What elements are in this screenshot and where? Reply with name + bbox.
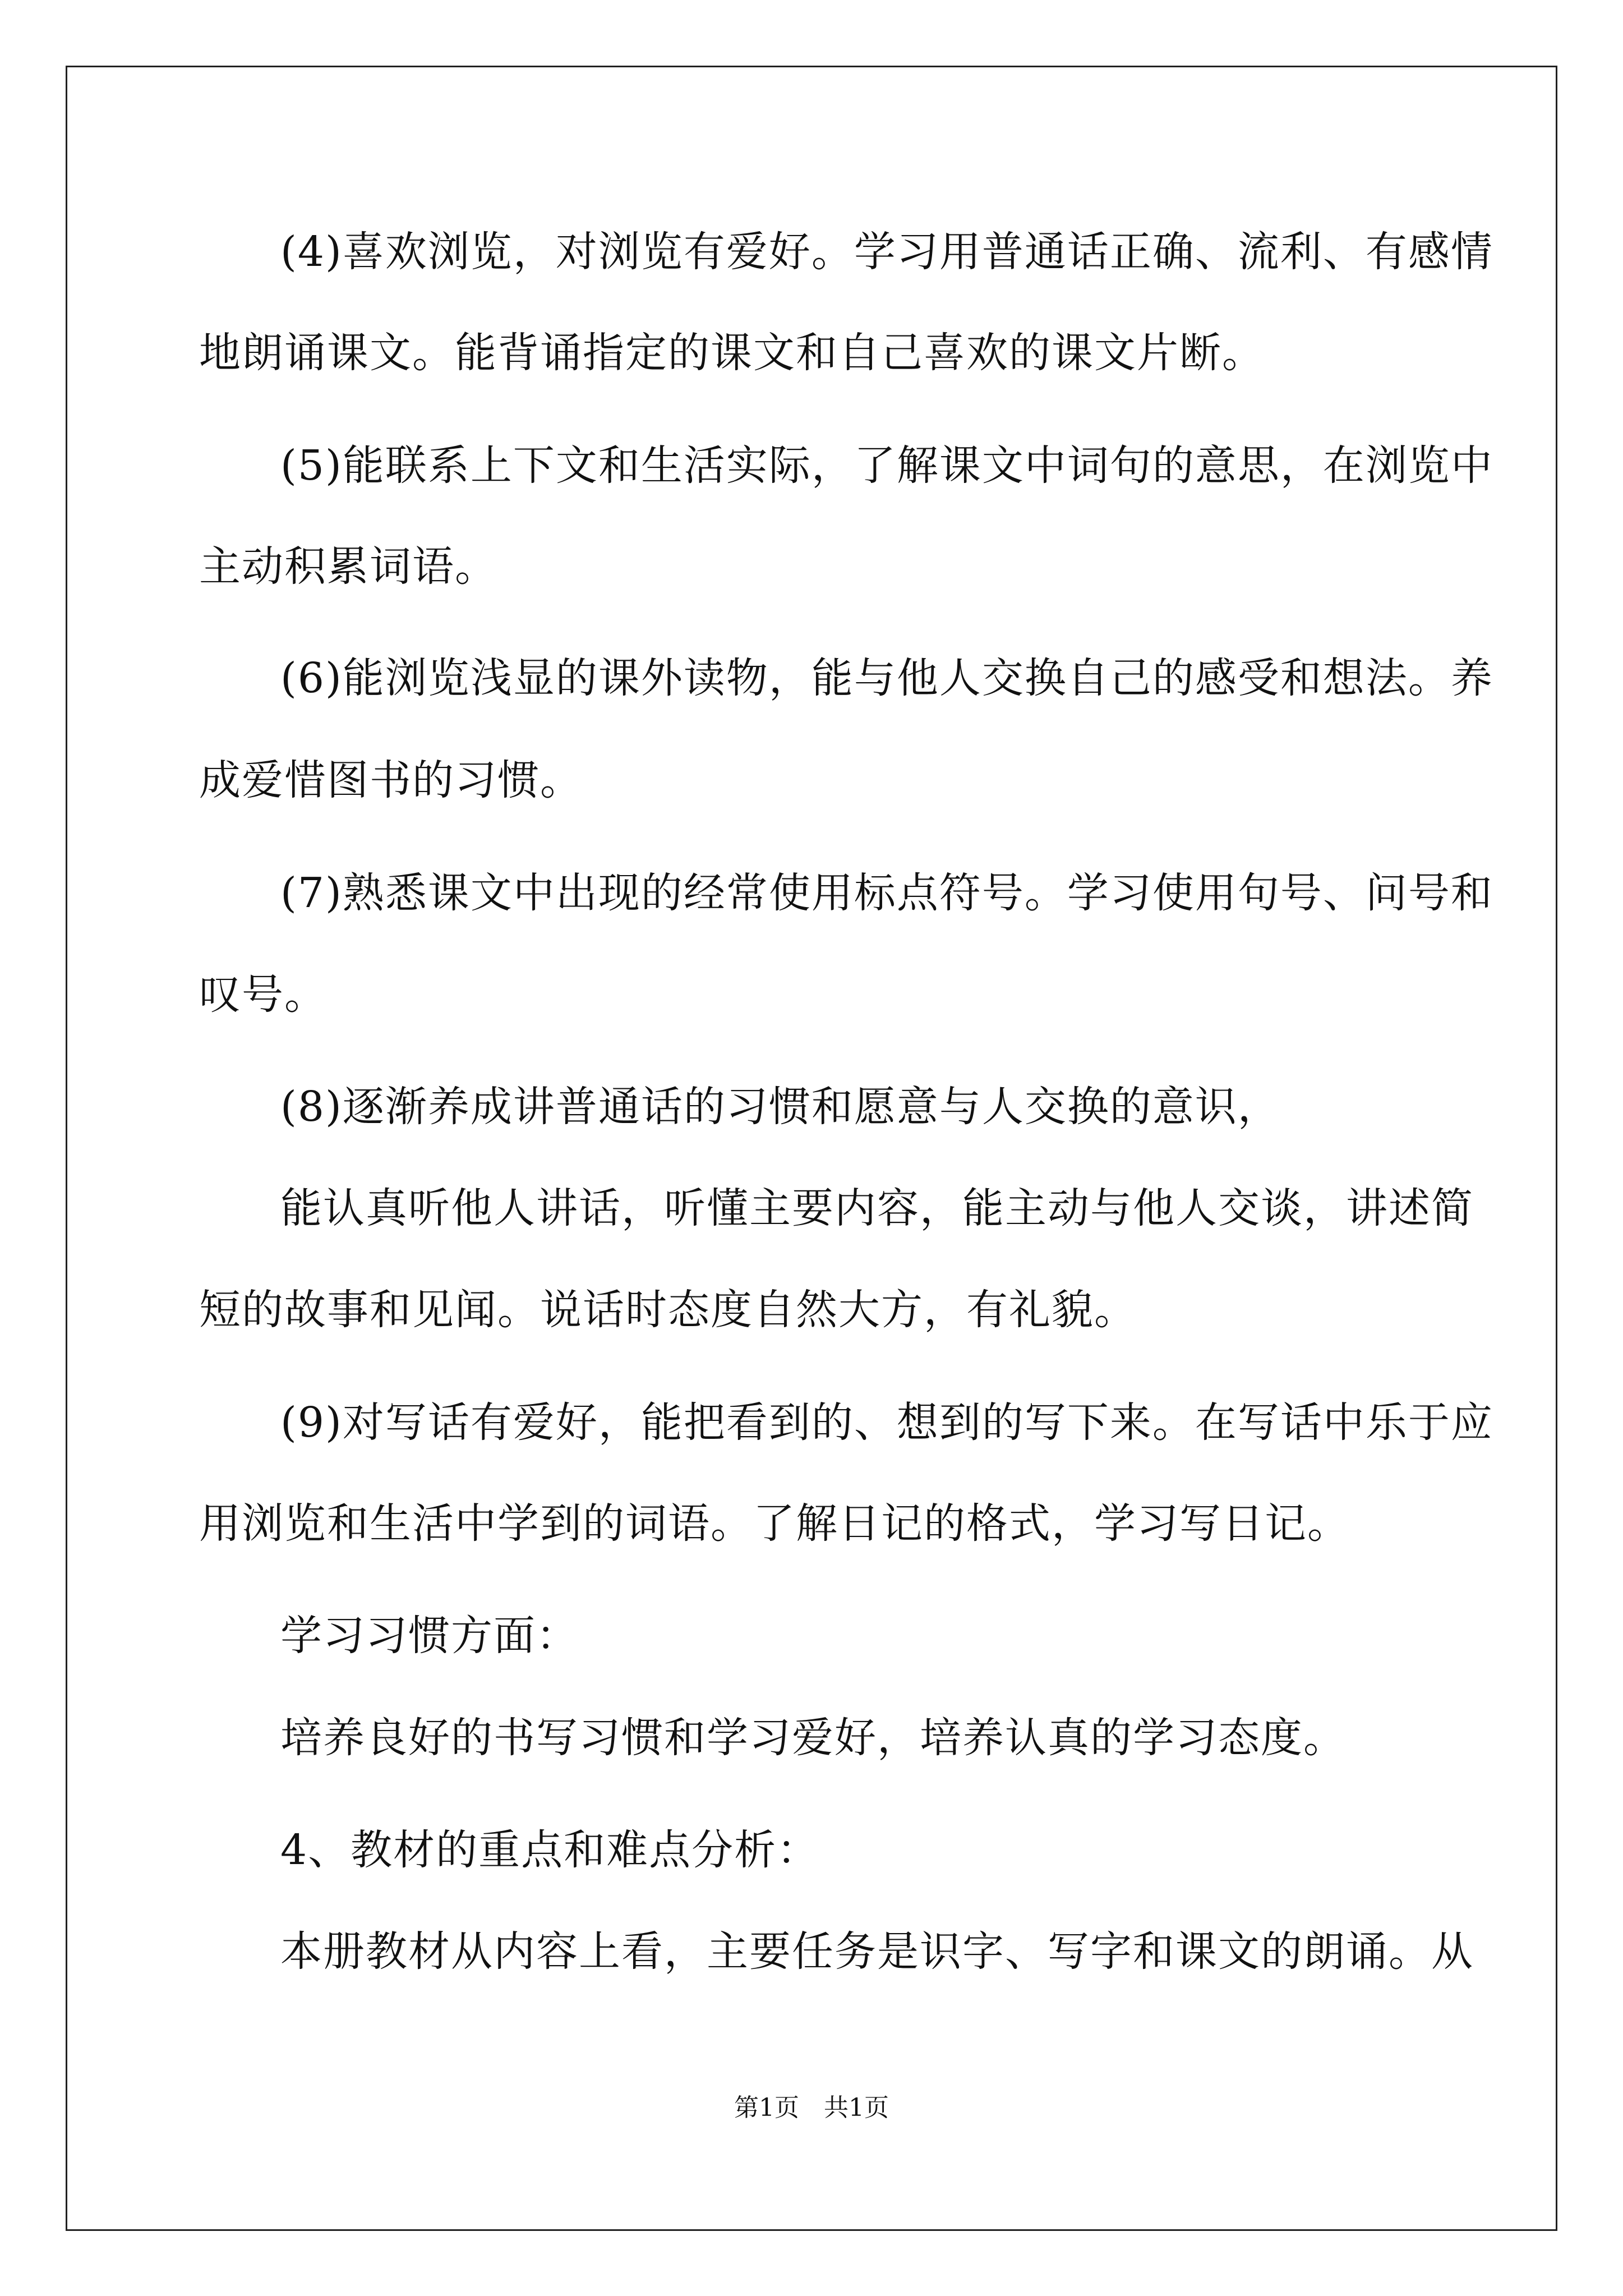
text-line: 本册教材从内容上看，主要任务是识字、写字和课文的朗诵。从 <box>280 1927 1474 1976</box>
text-line: 短的故事和见闻。说话时态度自然大方，有礼貌。 <box>199 1286 1137 1334</box>
text-line: 4、教材的重点和难点分析： <box>280 1826 820 1874</box>
page-border <box>66 66 1557 2231</box>
text-line: (5)能联系上下文和生活实际，了解课文中词句的意思，在浏览中 <box>280 441 1493 490</box>
text-line: (4)喜欢浏览，对浏览有爱好。学习用普通话正确、流利、有感情 <box>280 228 1493 276</box>
text-line: (9)对写话有爱好，能把看到的、想到的写下来。在写话中乐于应 <box>280 1398 1493 1447</box>
text-line: 主动积累词语。 <box>199 542 497 591</box>
page-number-footer: 第1页 共1页 <box>734 2093 889 2122</box>
text-line: 用浏览和生活中学到的词语。了解日记的格式，学习写日记。 <box>199 1499 1350 1548</box>
text-line: 叹号。 <box>199 970 327 1019</box>
text-line: (7)熟悉课文中出现的经常使用标点符号。学习使用句号、问号和 <box>280 869 1493 917</box>
text-line: 培养良好的书写习惯和学习爱好，培养认真的学习态度。 <box>280 1714 1346 1762</box>
text-line: 学习习惯方面： <box>280 1612 579 1660</box>
text-line: 能认真听他人讲话，听懂主要内容，能主动与他人交谈，讲述简 <box>280 1184 1474 1232</box>
text-line: (8)逐渐养成讲普通话的习惯和愿意与人交换的意识， <box>280 1083 1280 1131</box>
text-line: (6)能浏览浅显的课外读物，能与他人交换自己的感受和想法。养 <box>280 654 1493 702</box>
text-line: 成爱惜图书的习惯。 <box>199 756 583 804</box>
text-line: 地朗诵课文。能背诵指定的课文和自己喜欢的课文片断。 <box>199 329 1265 377</box>
